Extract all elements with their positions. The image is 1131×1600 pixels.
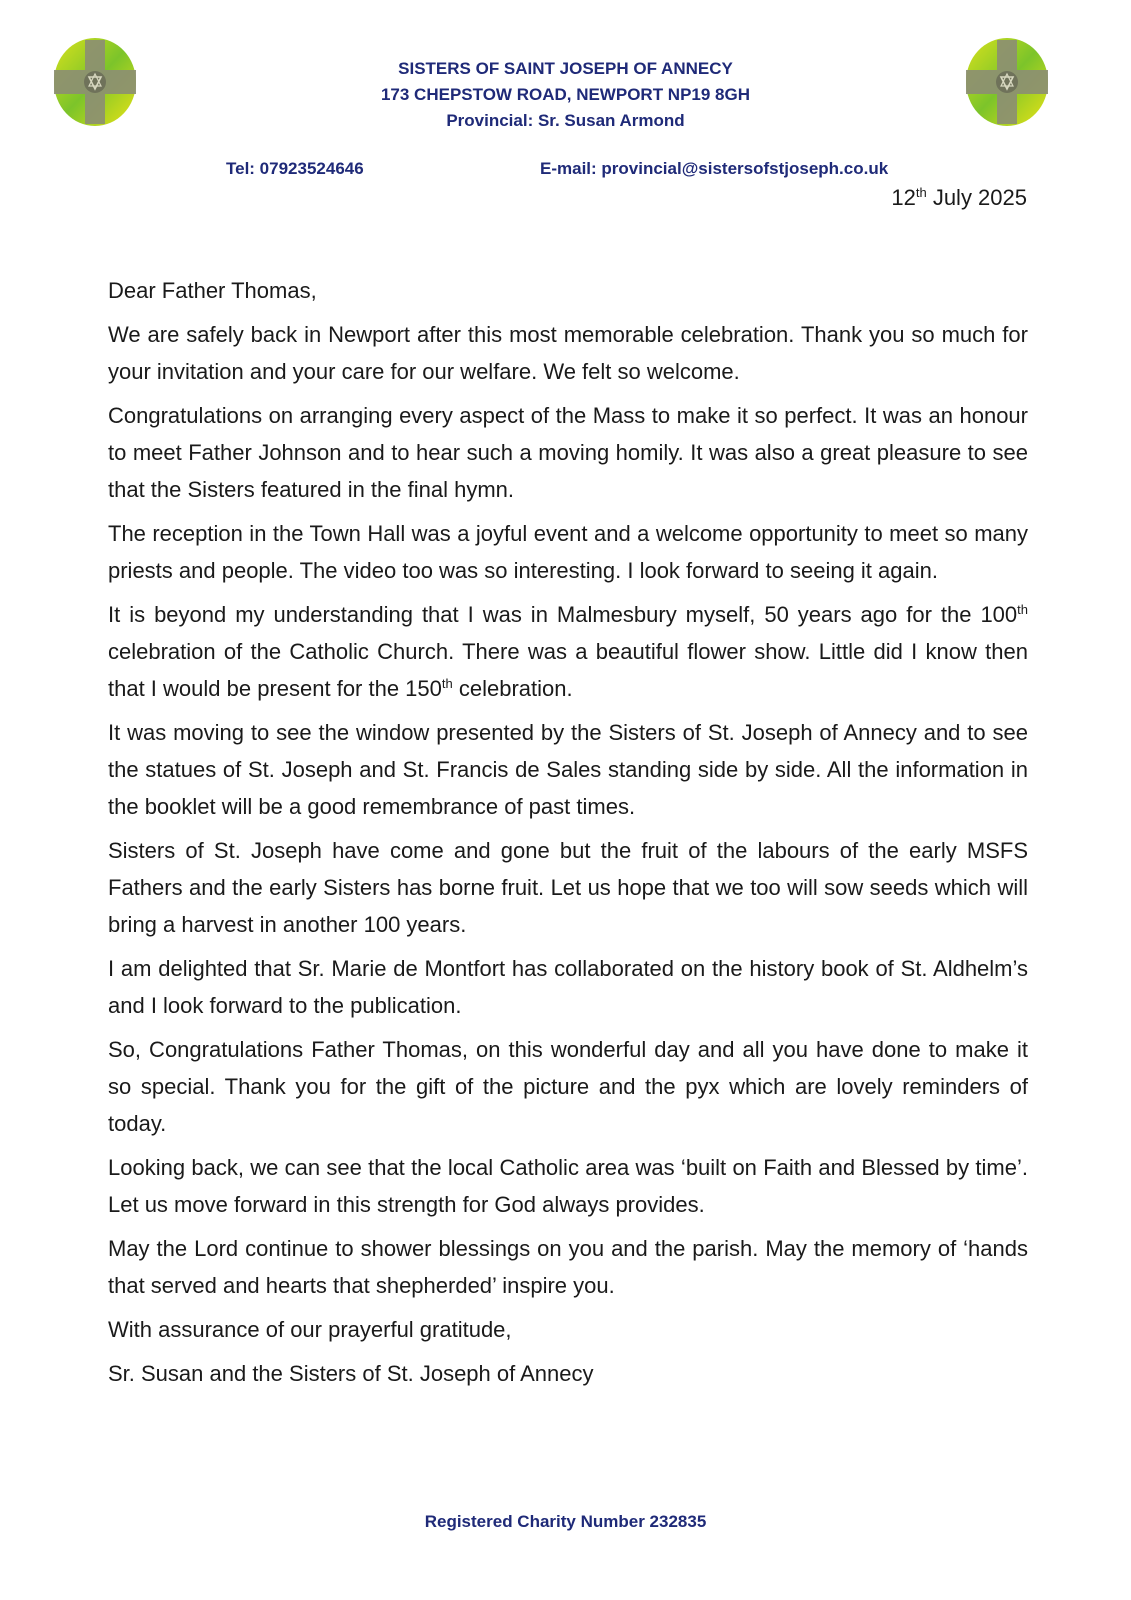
- paragraph-6: Sisters of St. Joseph have come and gone but the fruit of the labours of the early MSFS Fathers and the early Sisters has borne fruit. Let us hope that we too will sow seeds which will bring a harvest in another 100 years.: [108, 838, 1028, 937]
- email-address: E-mail: provincial@sistersofstjoseph.co.uk: [540, 159, 889, 178]
- ordinal-suffix-2: th: [441, 676, 453, 691]
- letter-date: [891, 184, 1027, 212]
- org-address: 173 CHEPSTOW ROAD, NEWPORT NP19 8GH: [380, 85, 751, 104]
- telephone: Tel: 07923524646: [226, 159, 364, 178]
- charity-number: Registered Charity Number 232835: [424, 1512, 707, 1531]
- paragraph-4: [108, 596, 1028, 707]
- org-name: SISTERS OF SAINT JOSEPH OF ANNECY: [398, 59, 733, 78]
- paragraph-4-part-a: It is beyond my understanding that I was in Malmesbury myself, 50 years ago for the 100: [108, 602, 1018, 627]
- provincial-name: Provincial: Sr. Susan Armond: [446, 111, 685, 130]
- paragraph-4-part-c: celebration.: [452, 676, 573, 701]
- date-month-year: July 2025: [926, 185, 1027, 210]
- date-day: 12: [891, 185, 916, 210]
- paragraph-10: May the Lord continue to shower blessings on you and the parish. May the memory of ‘hands that served and hearts that shepherded’ inspire you.: [108, 1236, 1028, 1298]
- paragraph-4-part-b: celebration of the Catholic Church. There was a beautiful flower show. Little did I know then that I would be present for the 150: [108, 639, 1028, 701]
- signature: Sr. Susan and the Sisters of St. Joseph of Annecy: [108, 1361, 594, 1386]
- paragraph-7: I am delighted that Sr. Marie de Montfort has collaborated on the history book of St. Aldhelm’s and I look forward to the publication.: [108, 956, 1028, 1018]
- paragraph-1: We are safely back in Newport after this most memorable celebration. Thank you so much for your invitation and your care for our welfare. We felt so welcome.: [108, 322, 1028, 384]
- paragraph-5: It was moving to see the window presented by the Sisters of St. Joseph of Annecy and to see the statues of St. Joseph and St. Francis de Sales standing side by side. All the information in the booklet will be a good remembrance of past times.: [108, 720, 1028, 819]
- date-suffix: th: [915, 185, 927, 200]
- paragraph-2: Congratulations on arranging every aspect of the Mass to make it so perfect. It was an honour to meet Father Johnson and to hear such a moving homily. It was also a great pleasure to see that the Sisters featured in the final hymn.: [108, 403, 1028, 502]
- paragraph-9: Looking back, we can see that the local Catholic area was ‘built on Faith and Blessed by time’. Let us move forward in this strength for God always provides.: [108, 1155, 1028, 1217]
- salutation: Dear Father Thomas,: [108, 278, 317, 303]
- closing: With assurance of our prayerful gratitude,: [108, 1317, 512, 1342]
- letterhead: [0, 56, 1131, 134]
- paragraph-8: So, Congratulations Father Thomas, on this wonderful day and all you have done to make it so special. Thank you for the gift of the picture and the pyx which are lovely reminders of today.: [108, 1037, 1028, 1136]
- paragraph-3: The reception in the Town Hall was a joyful event and a welcome opportunity to meet so many priests and people. The video too was so interesting. I look forward to seeing it again.: [108, 521, 1028, 583]
- letter-body: [108, 272, 1028, 1399]
- ordinal-suffix-1: th: [1017, 602, 1028, 617]
